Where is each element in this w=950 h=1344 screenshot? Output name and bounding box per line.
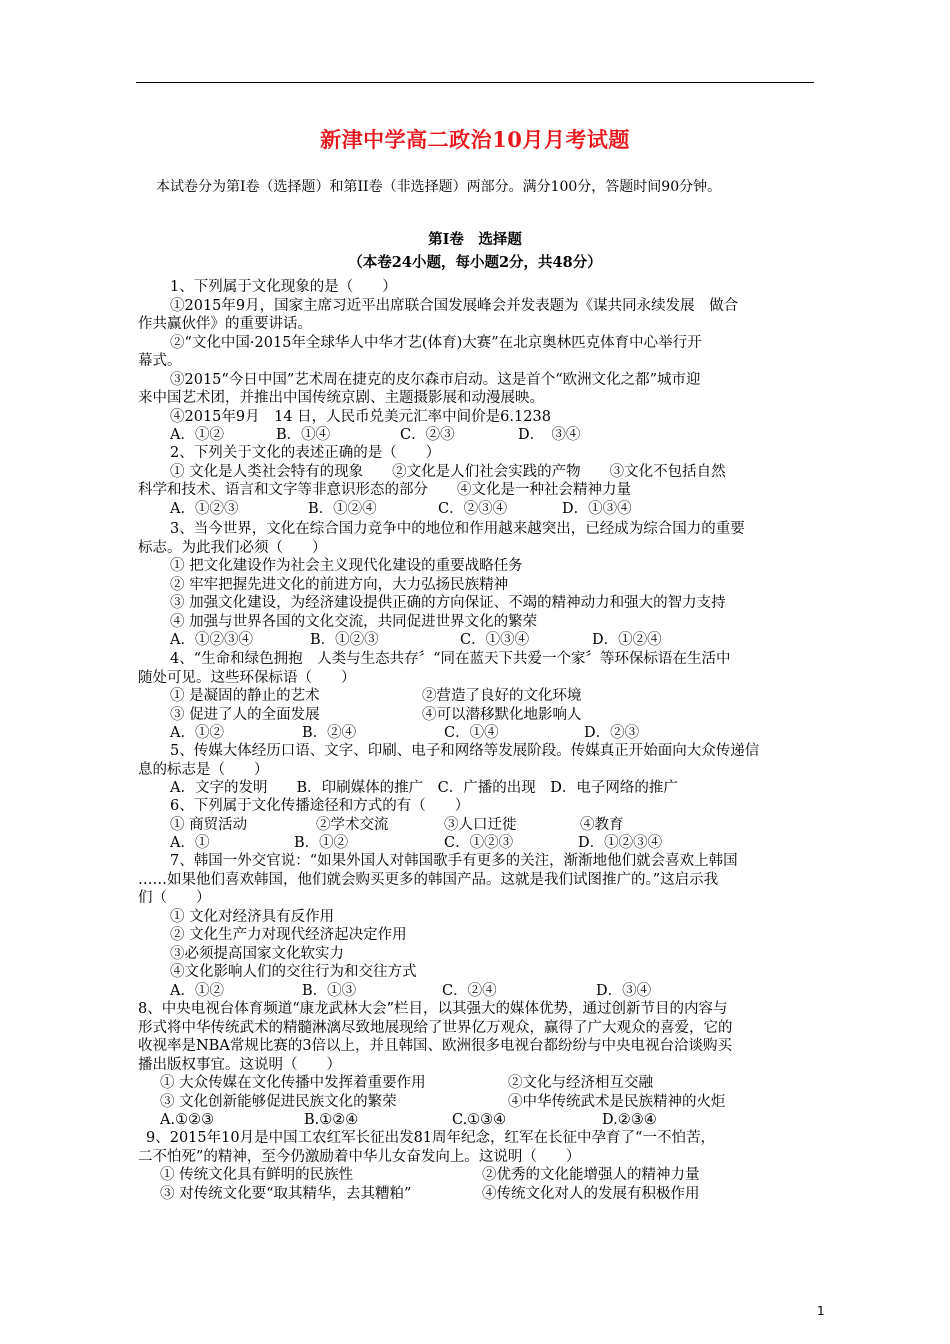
option-a: A．①②③: [170, 500, 239, 517]
section-subheading: （本卷24小题，每小题2分，共48分）: [348, 254, 602, 271]
option-b: B．①②③: [310, 632, 379, 648]
answer-options: [138, 724, 814, 743]
statement-2: ② 文化生产力对现代经济起决定作用: [170, 927, 407, 943]
question-stem-cont: 形式将中华传统武术的精髓淋漓尽致地展现给了世界亿万观众，赢得了广大观众的喜爱，它的: [138, 1019, 733, 1036]
exam-intro: 本试卷分为第Ⅰ卷（选择题）和第II卷（非选择题）两部分。满分100分，答题时间90分钟。: [156, 179, 722, 195]
question-stem-cont: 标志。为此我们必须（ ）: [138, 539, 327, 556]
question-4: [138, 650, 814, 743]
statement-4: ④中华传统武术是民族精神的火炬: [508, 1093, 726, 1110]
question-9: [138, 1129, 814, 1203]
statement-1: ① 传统文化具有鲜明的民族性: [160, 1167, 354, 1183]
statement-1: ① 把文化建设作为社会主义现代化建设的重要战略任务: [170, 558, 523, 574]
question-stem: 6、下列属于文化传播途径和方式的有（ ）: [170, 798, 470, 814]
page-number: 1: [817, 1304, 825, 1318]
question-stem: 2、下列关于文化的表述正确的是（ ）: [170, 445, 441, 461]
question-3: [138, 520, 814, 650]
option-d: D.②③④: [602, 1112, 657, 1128]
statement-4: ④可以潜移默化地影响人: [422, 706, 582, 723]
question-stem: 3、当今世界，文化在综合国力竞争中的地位和作用越来越突出，已经成为综合国力的重要: [170, 521, 745, 537]
statements-line: ① 文化是人类社会特有的现象 ②文化是人们社会实践的产物 ③文化不包括自然: [170, 463, 726, 480]
option-b: B．②④: [302, 725, 357, 741]
statement-3: ③ 文化创新能够促进民族文化的繁荣: [160, 1093, 397, 1110]
statement-4: ④教育: [580, 816, 624, 833]
option-b: B．①④: [276, 427, 331, 443]
statements-row: [138, 687, 814, 706]
question-1: [138, 278, 814, 445]
question-stem: 8、中央电视台体育频道“康龙武林大会”栏目，以其强大的媒体优势，通过创新节目的内容与: [138, 1001, 728, 1017]
statement-1: ① 是凝固的静止的艺术: [170, 688, 320, 704]
statement-2: ②“文化中国·2015年全球华人中华才艺(体育)大赛”在北京奥林匹克体育中心举行开: [170, 334, 702, 351]
statements-row: [138, 1074, 814, 1093]
answer-options: [138, 982, 814, 1001]
question-stem: 1、下列属于文化现象的是（ ）: [170, 279, 397, 295]
statement-1: ① 文化对经济具有反作用: [170, 908, 335, 925]
answer-options: [138, 631, 814, 650]
statement-2: ②优秀的文化能增强人的精神力量: [482, 1167, 700, 1183]
statement-3: ③ 促进了人的全面发展: [170, 706, 320, 723]
option-a: A．①②: [170, 427, 224, 443]
option-b: B.①②④: [304, 1112, 359, 1128]
statement-3: ③ 对传统文化要“取其精华，去其糟粕”: [160, 1185, 412, 1202]
question-stem-cont: ……如果他们喜欢韩国，他们就会购买更多的韩国产品。这就是我们试图推广的。”这启示我: [138, 871, 719, 888]
statements-row: [138, 816, 814, 835]
statements-row: [138, 706, 814, 725]
question-stem-cont: 息的标志是（ ）: [138, 761, 269, 778]
statement-4: ④2015年9月 14 日，人民币兑美元汇率中间价是6.1238: [170, 408, 551, 425]
question-stem: 5、传媒大体经历口语、文字、印刷、电子和网络等发展阶段。传媒真正开始面向大众传递信: [170, 743, 760, 759]
option-a: A.①②③: [160, 1112, 215, 1128]
option-b: B．①③: [302, 982, 357, 999]
question-8: [138, 1000, 814, 1130]
option-a: A．①②③④: [170, 632, 253, 648]
option-c: C．①②③: [444, 835, 514, 851]
question-stem-cont: 播出版权事宜。这说明（ ）: [138, 1056, 341, 1073]
header-rule: [136, 82, 814, 83]
option-b: B．①②: [294, 835, 349, 851]
option-d: D．①②④: [592, 632, 662, 648]
option-d: D．①②③④: [578, 835, 663, 851]
option-d: D．②③: [584, 725, 640, 741]
statement-3: ③2015“今日中国”艺术周在捷克的皮尔森市启动。这是首个“欧洲文化之都”城市迎: [170, 371, 701, 388]
option-a: A．①②: [170, 725, 224, 741]
statement-3-cont: 来中国艺术团，并推出中国传统京剧、主题摄影展和动漫展映。: [138, 390, 544, 406]
option-c: C．①④: [444, 725, 499, 741]
option-c: C．②④: [442, 982, 497, 999]
answer-options: [138, 834, 814, 853]
statement-4: ④文化影响人们的交往行为和交往方式: [170, 964, 417, 980]
question-2: [138, 444, 814, 518]
statement-1: ①2015年9月，国家主席习近平出席联合国发展峰会并发表题为《谋共同永续发展 做合: [170, 297, 739, 314]
statement-1-cont: 作共赢伙伴》的重要讲话。: [138, 316, 312, 332]
statement-4: ④ 加强与世界各国的文化交流，共同促进世界文化的繁荣: [170, 613, 538, 630]
question-stem: 4、“生命和绿色拥抱 人类与生态共存〞“同在蓝天下共爱一个家〞等环保标语在生活中: [170, 651, 731, 667]
answer-options: [138, 426, 814, 445]
statement-4: ④传统文化对人的发展有积极作用: [482, 1185, 700, 1202]
statements-row: [138, 1166, 814, 1185]
answer-options: [138, 1111, 814, 1130]
option-d: D． ③④: [518, 427, 581, 443]
option-a: A．①: [170, 835, 210, 851]
statement-1: ① 商贸活动: [170, 816, 248, 833]
option-a: A．①②: [170, 982, 224, 999]
question-stem-cont: 收视率是NBA常规比赛的3倍以上，并且韩国、欧洲很多电视台都纷纷与中央电视台洽谈购买: [138, 1038, 733, 1054]
statement-3: ③人口迁徙: [444, 816, 517, 833]
answer-options: [138, 500, 814, 519]
statement-2-cont: 幕式。: [138, 353, 182, 369]
page-title: 新津中学高二政治10月月考试题: [320, 127, 630, 152]
statement-3: ③必须提高国家文化软实力: [170, 945, 344, 962]
statement-2: ②学术交流: [316, 816, 389, 833]
section-heading: 第Ⅰ卷 选择题: [428, 231, 522, 248]
question-6: [138, 797, 814, 853]
statement-2: ②文化与经济相互交融: [508, 1075, 653, 1091]
option-c: C．②③④: [438, 500, 508, 517]
option-d: D．③④: [596, 982, 652, 999]
answer-options: A．文字的发明 B．印刷媒体的推广 C．广播的出现 D．电子网络的推广: [170, 780, 678, 796]
option-c: C．①③④: [460, 632, 530, 648]
statement-3: ③ 加强文化建设，为经济建设提供正确的方向保证、不竭的精神动力和强大的智力支持: [170, 595, 726, 611]
question-stem-cont: 随处可见。这些环保标语（ ）: [138, 669, 356, 686]
question-5: [138, 742, 814, 798]
question-7: [138, 852, 814, 1000]
statement-1: ① 大众传媒在文化传播中发挥着重要作用: [160, 1075, 426, 1091]
statement-2: ②营造了良好的文化环境: [422, 688, 582, 704]
question-stem: 7、韩国一外交官说：“如果外国人对韩国歌手有更多的关注，渐渐地他们就会喜欢上韩国: [170, 853, 738, 869]
statement-2: ② 牢牢把握先进文化的前进方向，大力弘扬民族精神: [170, 576, 509, 593]
option-c: C.①③④: [452, 1112, 507, 1128]
option-b: B．①②④: [308, 500, 377, 517]
statements-row: [138, 1093, 814, 1112]
statements-row: [138, 1185, 814, 1204]
question-stem-cont: 们（ ）: [138, 890, 211, 906]
question-stem: 9、2015年10月是中国工农红军长征出发81周年纪念，红军在长征中孕育了“一不怕苦，: [146, 1130, 715, 1146]
option-d: D．①③④: [562, 500, 632, 517]
statements-line-cont: 科学和技术、语言和文字等非意识形态的部分 ④文化是一种社会精神力量: [138, 482, 631, 498]
option-c: C．②③: [400, 427, 455, 443]
question-stem-cont: 二不怕死”的精神，至今仍激励着中华儿女奋发向上。这说明（ ）: [138, 1148, 581, 1165]
